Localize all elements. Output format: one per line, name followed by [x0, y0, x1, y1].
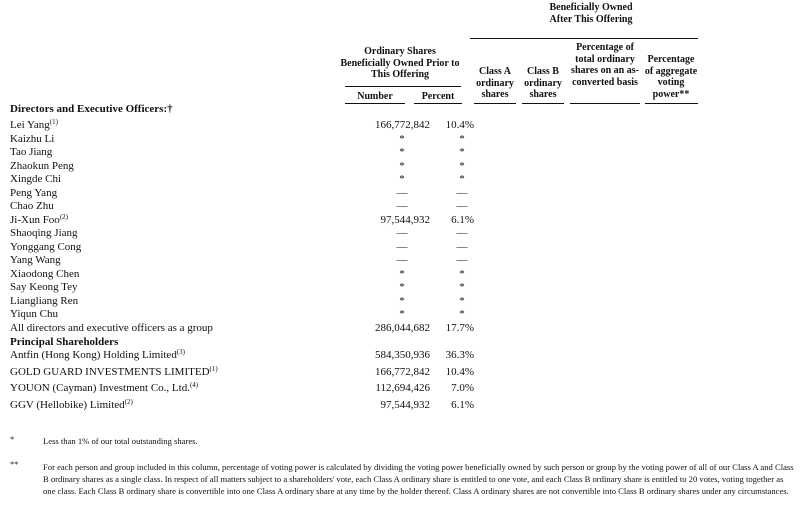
shares-number: —	[396, 240, 408, 253]
table-row	[0, 187, 800, 200]
shares-percent: *	[459, 132, 465, 145]
shares-number: 112,694,426	[375, 382, 430, 394]
table-row	[0, 173, 800, 186]
shares-number: *	[399, 173, 405, 185]
holder-name: Zhaokun Peng	[10, 159, 74, 172]
col-header-number: Number	[357, 91, 393, 102]
footnote-ref: (1)	[49, 118, 58, 126]
holder-name: GGV (Hellobike) Limited$^{(2)}$	[10, 397, 133, 411]
holder-name: Say Keong Tey	[10, 281, 78, 293]
holder-name: Lei Yang$^{(1)}$	[10, 118, 58, 131]
footnote-ref: (3)	[176, 348, 185, 356]
table-row	[0, 322, 800, 335]
prior-offering-rule	[345, 86, 461, 87]
table-row	[0, 200, 800, 213]
holder-name: Xingde Chi	[10, 173, 62, 185]
holder-name: Yiqun Chu	[10, 308, 58, 320]
section-heading-directors: Directors and Executive Officers:†	[10, 103, 173, 115]
shares-percent: —	[456, 186, 468, 199]
holder-name: All directors and executive officers as a group	[10, 321, 213, 334]
after-offering-rule	[470, 38, 698, 39]
shares-percent: 6.1%	[451, 398, 474, 411]
table-row	[0, 308, 800, 321]
col-header-pct-voting: Percentage of aggregate voting power**	[644, 54, 698, 100]
table-row	[0, 227, 800, 240]
shares-number: *	[399, 294, 405, 307]
shares-number: —	[396, 227, 408, 239]
holder-name: Kaizhu Li	[10, 132, 55, 145]
shares-number: 584,350,936	[375, 349, 430, 361]
footnote-double-star-text: For each person and group included in this column, percentage of voting power is calculated by dividing the voting power beneficially owned by such person or group by the voting power of all of our Class A and Class B ordinary shares as a single class. In respect of all matters subject to a shareholders' vote, each Class A ordinary share is entitled to one vote, and each Class B ordinary share is entitled to 20 votes, voting together as one class. Each Class B ordinary share is convertible into one Class A ordinary share at any time by the holder thereof. Class A ordinary shares are not convertible into Class B ordinary shares under any circumstances.	[43, 462, 794, 496]
table-row	[0, 214, 800, 227]
shares-percent: *	[459, 281, 465, 293]
shares-number: *	[399, 132, 405, 145]
shares-number: 286,044,682	[375, 321, 430, 334]
holder-name: Yang Wang	[10, 254, 61, 266]
shares-percent: 6.1%	[451, 213, 474, 226]
shares-number: *	[399, 267, 405, 280]
shares-percent: 10.4%	[445, 365, 474, 378]
shares-percent: —	[456, 227, 468, 239]
shares-number: *	[399, 159, 405, 172]
footnote-star-mark: *	[10, 434, 15, 444]
shares-number: 97,544,932	[380, 398, 430, 411]
shares-percent: 17.7%	[445, 321, 474, 334]
shares-number: *	[399, 146, 405, 158]
holder-name: Peng Yang	[10, 186, 58, 199]
shares-percent: 10.4%	[445, 119, 474, 131]
shares-number: *	[399, 281, 405, 293]
table-row	[0, 349, 800, 362]
table-row	[0, 160, 800, 173]
col-header-percent: Percent	[421, 91, 455, 102]
table-row	[0, 366, 800, 379]
col-header-class-b: Class B ordinary shares	[524, 66, 562, 100]
holder-name: Liangliang Ren	[10, 294, 79, 307]
shares-number: 166,772,842	[375, 119, 430, 131]
shares-percent: *	[459, 159, 465, 172]
shares-number: —	[396, 186, 408, 199]
table-row	[0, 295, 800, 308]
footnote-ref: (1)	[209, 364, 218, 373]
holder-name: Shaoqing Jiang	[10, 227, 78, 239]
table-row	[0, 268, 800, 281]
table-row	[0, 399, 800, 412]
shares-percent: —	[456, 240, 468, 253]
shares-number: —	[396, 200, 408, 212]
shares-number: —	[396, 254, 408, 266]
shares-percent: *	[459, 267, 465, 280]
shares-number: 166,772,842	[375, 365, 430, 378]
shares-percent: *	[459, 173, 465, 185]
shares-percent: —	[456, 254, 468, 266]
table-row	[0, 281, 800, 294]
col-header-pct-total: Percentage of total ordinary shares on an as-converted basis	[571, 42, 639, 88]
table-row	[0, 241, 800, 254]
holder-name: Yonggang Cong	[10, 240, 82, 253]
holder-name: Antfin (Hong Kong) Holding Limited$^{(3)}$	[10, 348, 185, 361]
shares-percent: 7.0%	[451, 382, 474, 394]
shares-percent: *	[459, 294, 465, 307]
table-row	[0, 119, 800, 132]
prior-offering-group-header: Ordinary Shares Beneficially Owned Prior to This Offering	[340, 46, 460, 80]
shares-number: *	[399, 308, 405, 320]
holder-name: GOLD GUARD INVESTMENTS LIMITED$^{(1)}$	[10, 364, 218, 378]
table-row	[0, 382, 800, 395]
footnote-star-text: Less than 1% of our total outstanding shares.	[43, 436, 198, 446]
shares-percent: *	[459, 146, 465, 158]
section-heading-principal: Principal Shareholders	[10, 336, 119, 348]
holder-name: Ji-Xun Foo$^{(2)}$	[10, 212, 68, 226]
shares-percent: —	[456, 200, 468, 212]
holder-name: Tao Jiang	[10, 146, 53, 158]
table-row	[0, 133, 800, 146]
holder-name: Chao Zhu	[10, 200, 54, 212]
after-offering-group-header: Beneficially Owned After This Offering	[549, 2, 633, 25]
shares-percent: 36.3%	[445, 349, 474, 361]
footnote-ref: (4)	[189, 381, 199, 389]
table-row	[0, 254, 800, 267]
footnote-ref: (2)	[59, 212, 68, 221]
table-row	[0, 146, 800, 159]
holder-name: Xiaodong Chen	[10, 267, 80, 280]
footnote-ref: (2)	[124, 397, 133, 406]
col-header-class-a: Class A ordinary shares	[476, 66, 514, 100]
holder-name: YOUON (Cayman) Investment Co., Ltd.$^{(4)}$	[10, 381, 199, 394]
shares-percent: *	[459, 308, 465, 320]
shares-number: 97,544,932	[380, 213, 430, 226]
footnote-double-star-mark: **	[10, 459, 19, 469]
